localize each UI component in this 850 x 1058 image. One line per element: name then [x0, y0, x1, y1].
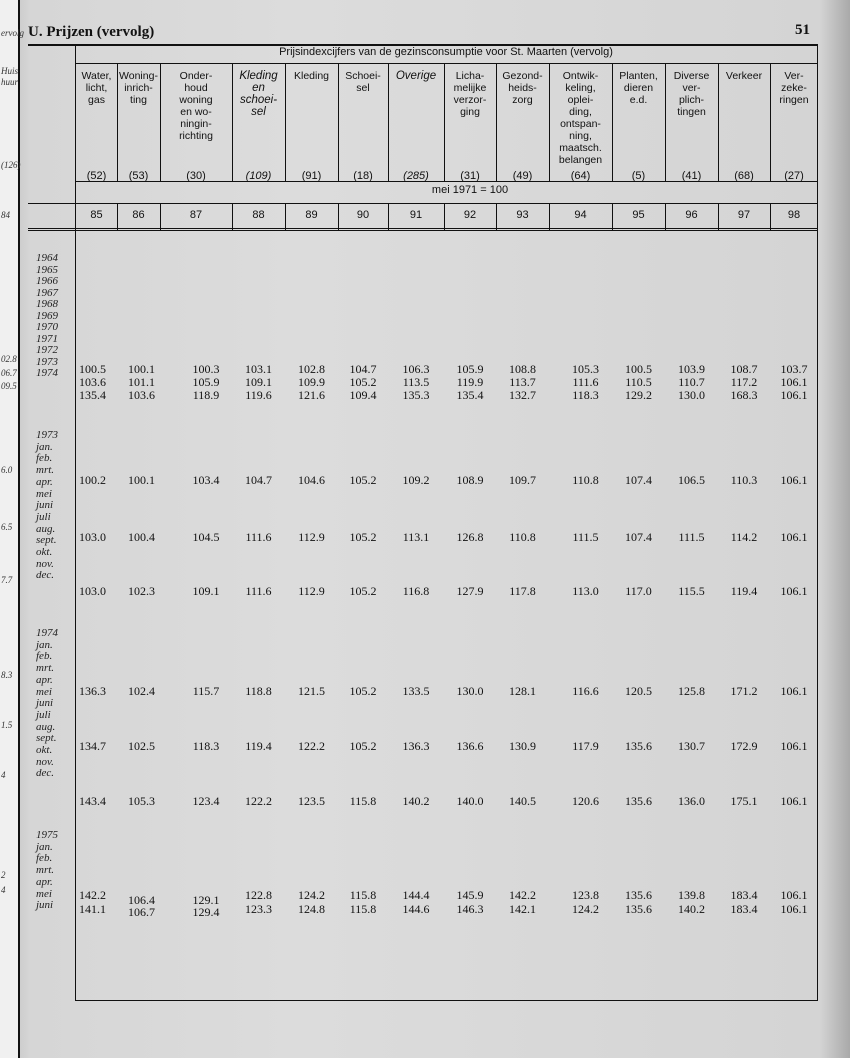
month-label: mrt. — [36, 662, 55, 675]
colnum-divider — [665, 203, 666, 230]
month-label: feb. — [36, 650, 53, 663]
adjacent-page-strip — [0, 0, 24, 1058]
table-cell: 105.2 — [349, 739, 377, 753]
year-label: 1966 — [36, 275, 58, 287]
table-cell: 130.0 — [678, 388, 705, 402]
table-cell: 105.3 — [572, 362, 599, 376]
table-cell: 120.6 — [572, 794, 599, 808]
table-cell: 130.9 — [509, 739, 536, 753]
table-cell: 122.2 — [245, 794, 272, 808]
table-cell: 117.8 — [509, 584, 536, 598]
table-cell: 106.1 — [780, 684, 808, 698]
header-rule — [28, 203, 818, 204]
table-cell: 109.7 — [509, 473, 536, 487]
table-cell: 108.7 — [730, 362, 758, 376]
colnum-divider — [338, 203, 339, 230]
table-cell: 142.2 — [79, 888, 106, 902]
column-number: 93 — [516, 209, 529, 221]
column-divider — [549, 64, 550, 181]
table-cell: 129.4 — [192, 905, 220, 919]
table-cell: 106.1 — [780, 530, 808, 544]
colnum-divider — [117, 203, 118, 230]
strip-fragment: 02.8 — [1, 354, 17, 364]
table-cell: 103.6 — [128, 388, 155, 402]
table-cell: 111.6 — [245, 530, 272, 544]
table-cell: 111.6 — [245, 584, 272, 598]
table-cell: 119.4 — [245, 739, 272, 753]
table-cell: 139.8 — [678, 888, 705, 902]
month-label: juni — [36, 499, 54, 512]
table-cell: 103.1 — [245, 362, 272, 376]
colnum-divider — [549, 203, 550, 230]
table-cell: 122.2 — [298, 739, 325, 753]
table-cell: 143.4 — [79, 794, 106, 808]
table-cell: 106.1 — [780, 902, 808, 916]
table-cell: 100.5 — [79, 362, 106, 376]
column-divider — [665, 64, 666, 181]
table-cell: 111.6 — [572, 375, 599, 389]
column-weight: (68) — [734, 170, 754, 182]
table-cell: 119.6 — [245, 388, 272, 402]
colnum-divider — [232, 203, 233, 230]
column-weight: (91) — [301, 170, 322, 182]
table-cell: 134.7 — [79, 739, 106, 753]
month-label: jan. — [36, 840, 53, 853]
table-cell: 113.1 — [402, 530, 430, 544]
table-cell: 106.1 — [780, 388, 808, 402]
colnum-divider — [285, 203, 286, 230]
table-cell: 135.6 — [625, 794, 652, 808]
column-divider — [338, 64, 339, 181]
table-cell: 115.7 — [192, 684, 220, 698]
table-cell: 146.3 — [456, 902, 484, 916]
month-label: juni — [36, 899, 54, 912]
table-cell: 103.9 — [678, 362, 705, 376]
column-number: 95 — [632, 209, 645, 221]
strip-fragment: huur — [1, 77, 19, 87]
table-cell: 103.4 — [192, 473, 220, 487]
column-header: Gezond- heids- zorg — [502, 70, 543, 106]
column-divider — [285, 64, 286, 181]
month-label: 1973 — [36, 429, 58, 441]
strip-fragment: 4 — [1, 885, 6, 895]
table-cell: 109.9 — [298, 375, 325, 389]
month-label: sept. — [36, 534, 57, 547]
table-cell: 113.5 — [402, 375, 430, 389]
table-cell: 116.8 — [402, 584, 430, 598]
table-cell: 123.8 — [572, 888, 599, 902]
table-cell: 118.3 — [192, 739, 220, 753]
table-cell: 106.4 — [128, 893, 155, 907]
table-cell: 116.6 — [572, 684, 599, 698]
month-label: mrt. — [36, 464, 55, 477]
column-weight: (109) — [245, 170, 272, 182]
month-label: nov. — [36, 557, 54, 570]
bottom-rule — [76, 1000, 818, 1001]
table-cell: 124.2 — [298, 888, 325, 902]
column-number: 97 — [737, 209, 751, 221]
strip-fragment: 6.5 — [1, 522, 13, 532]
month-label: mei — [36, 887, 52, 900]
column-number: 96 — [685, 209, 698, 221]
table-cell: 124.2 — [572, 902, 599, 916]
column-header: Verkeer — [725, 70, 763, 82]
column-header: Ver- zeke- ringen — [779, 70, 809, 106]
strip-fragment: Huis — [1, 66, 19, 76]
column-number: 87 — [189, 209, 203, 221]
table-cell: 117.0 — [625, 584, 652, 598]
table-cell: 183.4 — [730, 902, 758, 916]
table-cell: 126.8 — [456, 530, 484, 544]
column-divider — [117, 64, 118, 181]
column-weight: (5) — [631, 170, 646, 182]
table-cell: 112.9 — [298, 584, 325, 598]
table-cell: 142.2 — [509, 888, 536, 902]
month-label: mei — [36, 685, 52, 698]
table-cell: 110.8 — [509, 530, 536, 544]
column-header: Diverse ver- plich- tingen — [673, 70, 710, 118]
table-cell: 119.9 — [456, 375, 484, 389]
table-cell: 168.3 — [730, 388, 758, 402]
year-label: 1973 — [36, 355, 58, 368]
table-cell: 183.4 — [730, 888, 758, 902]
year-label: 1965 — [36, 263, 58, 276]
month-label: 1974 — [36, 627, 58, 639]
table-cell: 136.3 — [79, 684, 106, 698]
table-cell: 115.8 — [349, 902, 377, 916]
section-title: U. Prijzen (vervolg) — [28, 24, 155, 40]
month-label: juli — [36, 510, 51, 523]
table-cell: 100.1 — [128, 473, 155, 487]
table-cell: 127.9 — [456, 584, 484, 598]
table-caption: Prijsindexcijfers van de gezinsconsumptie voor St. Maarten (vervolg) — [279, 46, 613, 58]
table-cell: 135.6 — [625, 902, 652, 916]
table-cell: 135.6 — [625, 739, 652, 753]
month-label: aug. — [36, 720, 56, 733]
year-label: 1968 — [36, 298, 58, 310]
table-cell: 110.7 — [678, 375, 705, 389]
colnum-divider — [388, 203, 389, 230]
table-cell: 136.6 — [456, 739, 484, 753]
table-cell: 122.8 — [245, 888, 272, 902]
table-cell: 125.8 — [678, 684, 705, 698]
column-weight: (53) — [128, 170, 149, 182]
strip-fragment: 84 — [1, 210, 10, 220]
column-number: 89 — [305, 209, 318, 221]
table-cell: 104.5 — [192, 530, 220, 544]
strip-fragment: (126) — [1, 160, 21, 170]
month-label: aug. — [36, 522, 56, 535]
table-cell: 100.3 — [192, 362, 220, 376]
column-weight: (52) — [86, 170, 107, 182]
table-cell: 172.9 — [730, 739, 758, 753]
table-cell: 121.5 — [298, 684, 325, 698]
table-cell: 100.1 — [128, 362, 155, 376]
column-weight: (18) — [353, 170, 373, 182]
column-header: Woning- inrich- ting — [119, 70, 158, 106]
column-weight: (31) — [460, 170, 480, 182]
table-cell: 129.2 — [625, 388, 652, 402]
column-weight: (49) — [512, 170, 533, 182]
strip-fragment: 2 — [1, 870, 6, 880]
column-divider — [160, 64, 161, 181]
column-header: Licha- melijke verzor- ging — [453, 70, 487, 118]
table-cell: 135.4 — [456, 388, 484, 402]
column-number: 86 — [132, 209, 145, 221]
strip-fragment: 7.7 — [1, 575, 13, 585]
table-cell: 129.1 — [192, 893, 220, 907]
year-label: 1969 — [36, 309, 58, 322]
strip-fragment: 1.5 — [1, 720, 13, 730]
table-cell: 115.5 — [678, 584, 705, 598]
table-cell: 135.3 — [402, 388, 430, 402]
table-cell: 112.9 — [298, 530, 325, 544]
table-cell: 113.0 — [572, 584, 599, 598]
column-header: Planten, dieren e.d. — [619, 70, 658, 106]
table-cell: 109.1 — [245, 375, 272, 389]
table-cell: 108.9 — [456, 473, 484, 487]
table-cell: 103.0 — [79, 530, 106, 544]
table-cell: 109.1 — [192, 584, 220, 598]
table-cell: 105.2 — [349, 473, 377, 487]
column-divider — [612, 64, 613, 181]
month-label: okt. — [36, 744, 53, 756]
table-cell: 130.7 — [678, 739, 705, 753]
table-cell: 105.9 — [192, 375, 220, 389]
strip-fragment: 06.7 — [1, 368, 17, 378]
table-cell: 144.4 — [402, 888, 430, 902]
column-header: Onder- houd woning en wo- ningin- richting — [179, 70, 213, 142]
month-label: juni — [36, 697, 54, 710]
page-number: 51 — [795, 22, 810, 38]
table-cell: 106.1 — [780, 375, 808, 389]
strip-fragment: 8.3 — [1, 670, 13, 680]
month-label: mrt. — [36, 864, 55, 877]
column-number: 94 — [574, 209, 587, 221]
table-cell: 135.4 — [79, 388, 106, 402]
colnum-divider — [612, 203, 613, 230]
table-cell: 123.5 — [298, 794, 325, 808]
table-cell: 140.2 — [402, 794, 430, 808]
strip-fragment: 6.0 — [1, 465, 13, 475]
column-header: Kleding — [293, 70, 330, 82]
colnum-divider — [444, 203, 445, 230]
table-cell: 110.5 — [625, 375, 652, 389]
table-cell: 130.0 — [456, 684, 484, 698]
column-header: Water, licht, gas — [81, 70, 112, 106]
table-cell: 102.5 — [128, 739, 155, 753]
table-cell: 101.1 — [128, 375, 155, 389]
month-label: jan. — [36, 638, 53, 651]
table-cell: 115.8 — [349, 794, 377, 808]
year-label: 1972 — [36, 344, 58, 356]
table-cell: 117.9 — [572, 739, 599, 753]
table-cell: 115.8 — [349, 888, 377, 902]
table-cell: 100.4 — [128, 530, 155, 544]
table-cell: 105.3 — [128, 794, 155, 808]
table-cell: 123.3 — [245, 902, 272, 916]
table-cell: 144.6 — [402, 902, 430, 916]
colnum-divider — [770, 203, 771, 230]
table-cell: 140.5 — [509, 794, 536, 808]
month-label: feb. — [36, 852, 53, 865]
column-divider — [232, 64, 233, 181]
table-cell: 136.3 — [402, 739, 430, 753]
caption-rule — [76, 63, 818, 64]
column-divider — [496, 64, 497, 181]
table-cell: 106.1 — [780, 888, 808, 902]
table-cell: 106.7 — [128, 905, 155, 919]
table-cell: 140.2 — [678, 902, 705, 916]
table-cell: 124.8 — [298, 902, 325, 916]
table-cell: 136.0 — [678, 794, 705, 808]
table-cell: 103.0 — [79, 584, 106, 598]
table-cell: 109.2 — [402, 473, 430, 487]
column-divider — [718, 64, 719, 181]
colnum-divider — [160, 203, 161, 230]
table-cell: 107.4 — [625, 473, 652, 487]
table-cell: 106.1 — [780, 739, 808, 753]
table-cell: 110.3 — [730, 473, 758, 487]
column-header: Schoei- sel — [345, 70, 381, 94]
table-cell: 117.2 — [730, 375, 758, 389]
table-cell: 100.5 — [625, 362, 652, 376]
month-label: okt. — [36, 546, 53, 558]
year-label: 1964 — [36, 252, 58, 264]
column-weight: (30) — [186, 170, 206, 182]
stub-divider — [75, 44, 76, 1001]
table-cell: 102.4 — [128, 684, 155, 698]
table-cell: 140.0 — [456, 794, 484, 808]
month-label: apr. — [36, 875, 53, 888]
column-weight: (285) — [403, 170, 429, 182]
table-cell: 142.1 — [509, 902, 536, 916]
column-divider — [770, 64, 771, 181]
column-weight: (64) — [570, 170, 591, 182]
table-cell: 113.7 — [509, 375, 536, 389]
table-cell: 104.7 — [245, 473, 272, 487]
table-cell: 104.7 — [349, 362, 377, 376]
column-header: Ontwik- keling, oplei- ding, ontspan- ning, maatsch. belangen — [558, 70, 603, 166]
year-label: 1967 — [36, 286, 58, 299]
table-cell: 105.9 — [456, 362, 484, 376]
column-number: 85 — [90, 209, 103, 221]
table-cell: 106.1 — [780, 584, 808, 598]
table-cell: 135.6 — [625, 888, 652, 902]
month-label: mei — [36, 487, 52, 500]
table-cell: 102.8 — [298, 362, 325, 376]
column-weight: (41) — [681, 170, 702, 182]
right-border — [817, 44, 818, 1001]
month-label: dec. — [36, 767, 55, 780]
column-weight: (27) — [784, 170, 804, 182]
table-cell: 111.5 — [678, 530, 705, 544]
colnum-divider — [718, 203, 719, 230]
table-cell: 106.1 — [780, 473, 808, 487]
table-cell: 132.7 — [509, 388, 536, 402]
table-cell: 111.5 — [572, 530, 599, 544]
month-label: sept. — [36, 732, 57, 745]
column-divider — [444, 64, 445, 181]
table-cell: 109.4 — [349, 388, 377, 402]
column-header: Overige — [395, 70, 437, 82]
strip-fragment: 4 — [1, 770, 6, 780]
table-cell: 104.6 — [298, 473, 325, 487]
column-number: 91 — [409, 209, 423, 221]
column-number: 88 — [252, 209, 265, 221]
year-label: 1970 — [36, 321, 58, 333]
table-cell: 108.8 — [509, 362, 536, 376]
table-cell: 114.2 — [730, 530, 758, 544]
table-cell: 103.7 — [780, 362, 808, 376]
table-cell: 145.9 — [456, 888, 484, 902]
table-cell: 175.1 — [730, 794, 758, 808]
table-cell: 171.2 — [730, 684, 758, 698]
table-cell: 110.8 — [572, 473, 599, 487]
colnum-rule-2 — [28, 230, 818, 231]
table-cell: 123.4 — [192, 794, 220, 808]
table-cell: 118.3 — [572, 388, 599, 402]
column-number: 90 — [356, 209, 370, 221]
table-cell: 141.1 — [79, 902, 106, 916]
colnum-rule — [28, 228, 818, 229]
table-cell: 119.4 — [730, 584, 758, 598]
table-cell: 103.6 — [79, 375, 106, 389]
year-label: 1974 — [36, 367, 58, 379]
month-label: feb. — [36, 452, 53, 465]
table-cell: 100.2 — [79, 473, 106, 487]
base-period: mei 1971 = 100 — [431, 184, 509, 196]
month-label: nov. — [36, 755, 54, 768]
column-number: 92 — [463, 209, 477, 221]
table-cell: 102.3 — [128, 584, 155, 598]
table-cell: 105.2 — [349, 684, 377, 698]
column-header: Kleding en schoei- sel — [239, 70, 278, 118]
strip-fragment: 09.5 — [1, 381, 17, 391]
table-cell: 105.2 — [349, 530, 377, 544]
table-cell: 121.6 — [298, 388, 325, 402]
table-cell: 120.5 — [625, 684, 652, 698]
month-label: apr. — [36, 673, 53, 686]
month-label: apr. — [36, 475, 53, 488]
table-cell: 105.2 — [349, 375, 377, 389]
table-cell: 106.5 — [678, 473, 705, 487]
table-cell: 133.5 — [402, 684, 430, 698]
table-cell: 118.8 — [245, 684, 272, 698]
table-cell: 107.4 — [625, 530, 652, 544]
table-cell: 105.2 — [349, 584, 377, 598]
year-label: 1971 — [36, 332, 58, 345]
month-label: 1975 — [36, 829, 58, 841]
strip-fragment: ervolg — [1, 28, 24, 38]
table-cell: 118.9 — [192, 388, 220, 402]
month-label: dec. — [36, 569, 55, 582]
table-cell: 106.1 — [780, 794, 808, 808]
column-divider — [388, 64, 389, 181]
month-label: jan. — [36, 440, 53, 453]
month-label: juli — [36, 708, 51, 721]
table-cell: 128.1 — [509, 684, 536, 698]
column-number: 98 — [787, 209, 801, 221]
colnum-divider — [496, 203, 497, 230]
table-cell: 106.3 — [402, 362, 430, 376]
